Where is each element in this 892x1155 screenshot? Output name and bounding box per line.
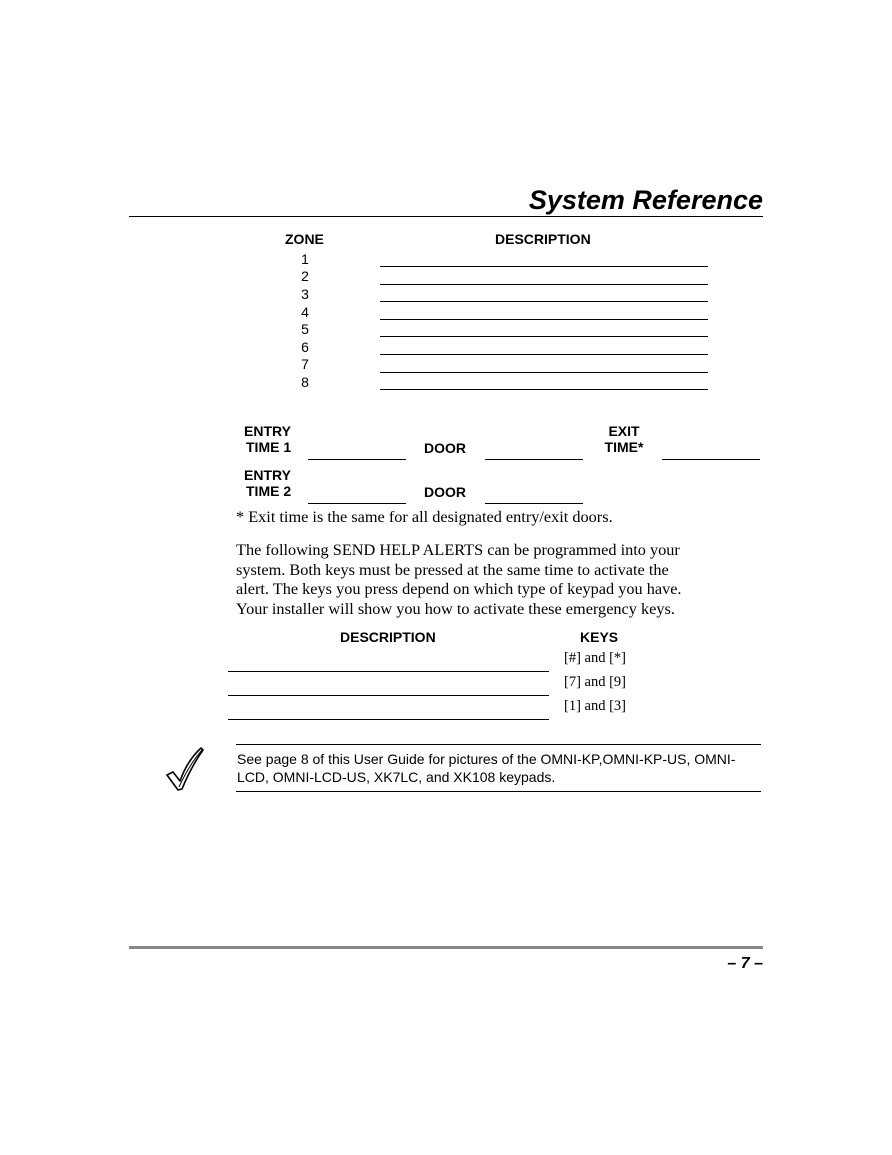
zone-number: 8 [301, 374, 309, 390]
exit-time-label [603, 423, 645, 455]
paragraph-line: system. Both keys must be pressed at the same time to activate the [236, 559, 669, 579]
header-rule [129, 216, 763, 217]
alert-description-field[interactable] [228, 671, 549, 672]
alert-description-field[interactable] [228, 719, 549, 720]
page-title: System Reference [528, 185, 763, 215]
note-top-rule [236, 744, 761, 745]
entry-time-1-label [244, 423, 291, 455]
door-1-label: DOOR [424, 440, 466, 456]
exit-time-footnote: * Exit time is the same for all designated entry/exit doors. [236, 507, 613, 526]
alert-description-field[interactable] [228, 695, 549, 696]
zone-column-header: ZONE [285, 231, 324, 247]
entry-time-2-label-line: TIME 2 [246, 483, 292, 499]
entry-time-1-field[interactable] [308, 459, 406, 460]
zone-number: 4 [301, 304, 309, 320]
alert-keys-value: [7] and [9] [564, 674, 627, 690]
zone-description-field[interactable] [380, 266, 708, 267]
note-line: See page 8 of this User Guide for pictures of the OMNI-KP,OMNI-KP-US, OMNI- [237, 751, 736, 767]
note-line: LCD, OMNI-LCD-US, XK7LC, and XK108 keypads. [237, 769, 556, 785]
description-column-header: DESCRIPTION [495, 231, 591, 247]
exit-time-label-line: TIME* [604, 439, 644, 455]
exit-time-field[interactable] [662, 459, 760, 460]
zone-number: 2 [301, 268, 309, 284]
door-1-field[interactable] [485, 459, 583, 460]
zone-number: 3 [301, 286, 309, 302]
door-2-field[interactable] [485, 503, 583, 504]
zone-description-field[interactable] [380, 354, 708, 355]
zone-description-field[interactable] [380, 336, 708, 337]
paragraph-line: Your installer will show you how to activate these emergency keys. [236, 598, 675, 618]
zone-description-field[interactable] [380, 284, 708, 285]
alerts-paragraph [236, 540, 776, 618]
entry-time-2-field[interactable] [308, 503, 406, 504]
alert-description-header: DESCRIPTION [340, 629, 436, 645]
zone-description-field[interactable] [380, 301, 708, 302]
zone-number: 6 [301, 339, 309, 355]
zone-number: 7 [301, 356, 309, 372]
paragraph-line: The following SEND HELP ALERTS can be programmed into your [236, 540, 680, 559]
zone-number: 1 [301, 251, 309, 267]
zone-description-field[interactable] [380, 319, 708, 320]
page-number: – 7 – [727, 955, 763, 972]
alert-keys-value: [1] and [3] [564, 698, 627, 714]
alert-keys-value: [#] and [*] [564, 650, 627, 666]
note-text [237, 750, 767, 786]
zone-description-field[interactable] [380, 372, 708, 373]
exit-time-label-line: EXIT [608, 423, 640, 439]
alert-keys-header: KEYS [580, 629, 619, 645]
zone-description-field[interactable] [380, 389, 708, 390]
footer-rule [129, 946, 763, 949]
entry-time-1-label-line: ENTRY [244, 423, 291, 439]
note-bottom-rule [236, 791, 761, 792]
entry-time-1-label-line: TIME 1 [246, 439, 292, 455]
entry-time-2-label [244, 467, 291, 499]
checkmark-icon [165, 745, 205, 793]
entry-time-2-label-line: ENTRY [244, 467, 291, 483]
paragraph-line: alert. The keys you press depend on which type of keypad you have. [236, 579, 682, 598]
door-2-label: DOOR [424, 484, 466, 500]
zone-number: 5 [301, 321, 309, 337]
